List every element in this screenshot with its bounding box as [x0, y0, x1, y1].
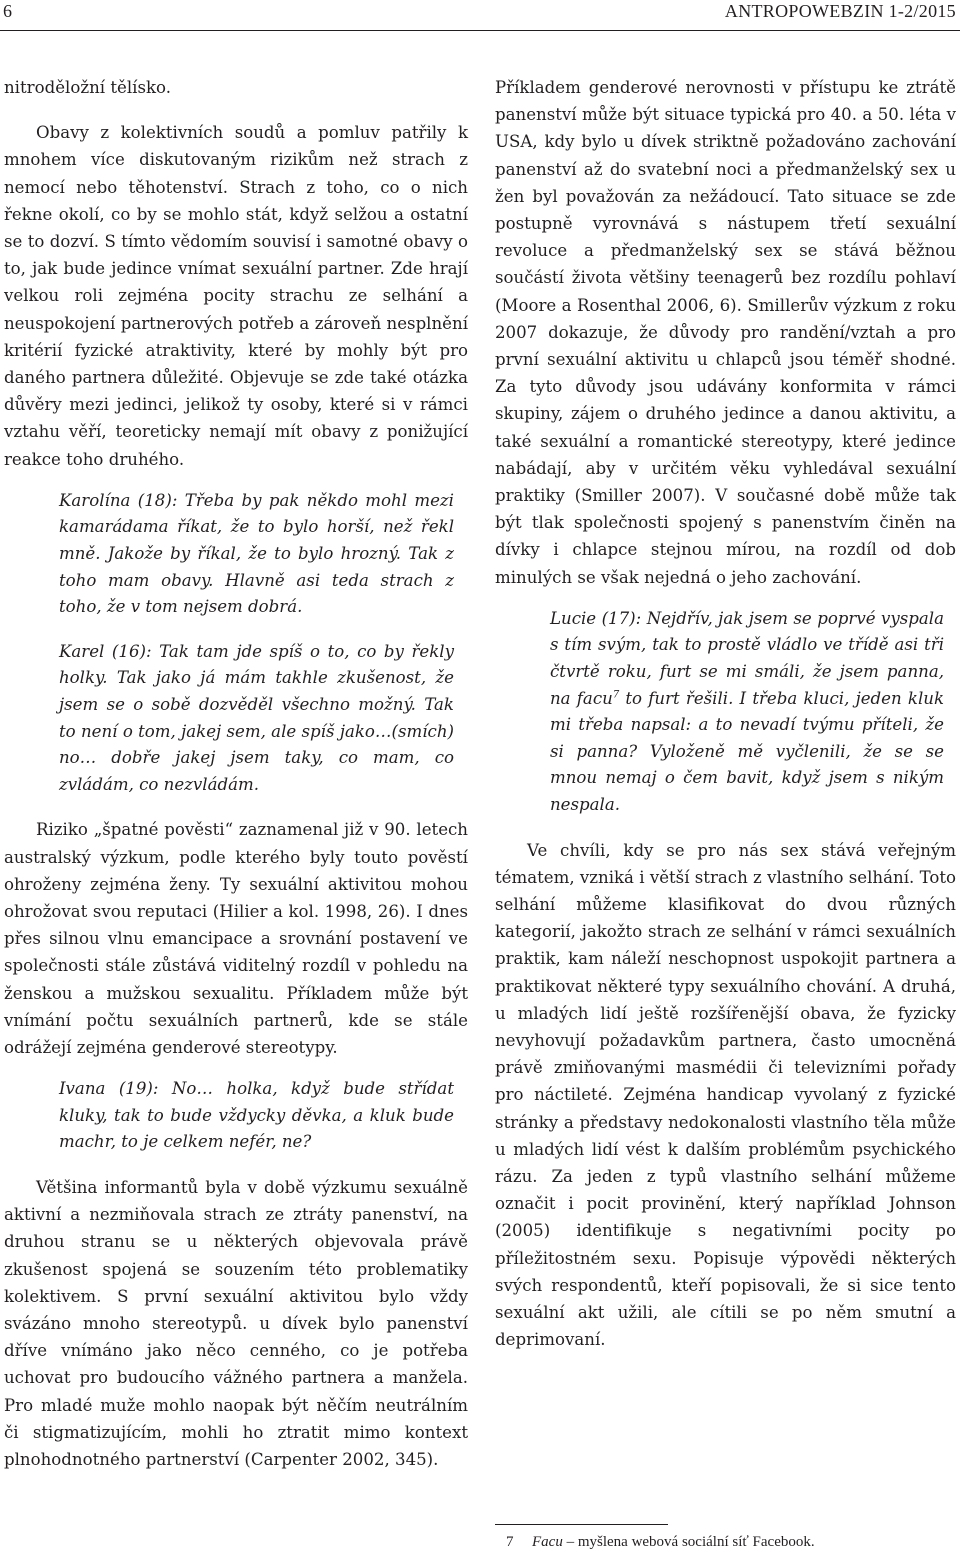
page-number: 6: [3, 1, 12, 21]
paragraph: Příkladem genderové nerovnosti v přístupu ke ztrátě panenství může být situace typická pro 40. a 50. léta v USA, kdy bylo u dívek striktně požadováno zachování panenství až do svatební noci a předmanželský sex u žen byl považován za nežádoucí. Tato situace se zde postupně vyrovnává s nástupem třetí sexuální revoluce a předmanželský sex se stává běžnou součástí života většiny teenagerů bez rozdílu pohlaví (Moore a Rosenthal 2006, 6). Smillerův výzkum z roku 2007 dokazuje, že důvody pro randění/vztah a pro první sexuální aktivitu u chlapců jsou téměř shodné. Za tyto důvody jsou udávány konformita v rámci skupiny, zájem o druhého jedince a danou aktivitu, a také sexuální a romantické stereotypy, které jedince nabádají, aby v určitém věku vyhledával sexuální praktiky (Smiller 2007). V současné době může tak být tlak společnosti spojený s panenstvím činěn na dívky i chlapce stejnou mírou, na rozdíl od dob minulých se však nejedná o jeho zachování.: [495, 78, 956, 587]
quote-speaker: Lucie (17):: [550, 608, 642, 628]
interview-quote: [495, 606, 956, 819]
paragraph: Většina informantů byla v době výzkumu sexuálně aktivní a nezmiňovala strach ze ztráty panenství, na druhou stranu se u některých objevovala právě zkušenost spojená se souzením této problematiky kolektivem. S první sexuální aktivitou bylo vždy svázáno mnoho stereotypů. u dívek bylo panenství dříve vnímáno jako něco cenného, co je potřeba uchovat pro budoucího vážného partnera a manžela. Pro mladé muže mohlo naopak být něčím neutrálním či stigmatizujícím, mohli ho ztratit mimo kontext plnohodnotného partnerství (Carpenter 2002, 345).: [4, 1177, 468, 1470]
right-column: [495, 74, 956, 1353]
left-column: [4, 74, 468, 1473]
footnote-text: – myšlena webová sociální síť Facebook.: [562, 1534, 815, 1550]
quote-speaker: Karel (16):: [59, 641, 152, 661]
paragraph: nitroděložní tělísko.: [4, 78, 171, 97]
page-header: [0, 0, 960, 31]
footnote: [506, 1532, 946, 1552]
interview-quote: [4, 1076, 468, 1156]
footnote-number: 7: [506, 1534, 514, 1550]
journal-title: ANTROPOWEBZIN 1-2/2015: [724, 1, 956, 21]
quote-text: Tak tam jde spíš o to, co by řekly holky. Tak jako já mám takhle zkušenost, že jsem se o sobě dozvěděl všechno možný. Tak to není o tom, jakej sem, ale spíš jako…(smích) no… dobře jakej jsem taky, co mam, co zvládám, co nezvládám.: [59, 641, 454, 794]
quote-text: No… holka, když bude střídat kluky, tak to bude vždycky děvka, a kluk bude machr, to je celkem nefér, ne?: [59, 1079, 454, 1152]
quote-text: to furt řešili. I třeba kluci, jeden kluk mi třeba napsal: a to nevadí tvýmu příteli, že si panna? Vyloženě mě vyčlenili, že se se mnou nemaj o čem bavit, když jsem s nikým nespala.: [550, 688, 944, 815]
interview-quote: [4, 488, 468, 621]
paragraph: Riziko „špatné pověsti“ zaznamenal již v 90. letech australský výzkum, podle kterého byly touto pověstí ohroženy zejména ženy. Ty sexuální aktivitou mohou ohrožovat svou reputaci (Hilier a kol. 1998, 26). I dnes přes silnou vlnu emancipace a srovnání postavení ve společnosti stále zůstává viditelný rozdíl v pohledu na ženskou a mužskou sexualitu. Příkladem může být vnímání počtu sexuálních partnerů, kde se stále odrážejí zejména genderové stereotypy.: [4, 820, 468, 1057]
footnote-reference[interactable]: 7: [612, 689, 620, 701]
footnote-divider: [495, 1524, 668, 1525]
quote-speaker: Ivana (19):: [59, 1079, 159, 1099]
interview-quote: [4, 639, 468, 799]
quote-text: Nejdřív, jak jsem se poprvé vyspala s tím svým, tak to prostě vládlo ve třídě asi tři čtvrtě roku, furt se mi smáli, že jsem panna, na facu: [550, 608, 944, 708]
quote-speaker: Karolína (18):: [59, 490, 178, 510]
paragraph: Obavy z kolektivních soudů a pomluv patřily k mnohem více diskutovaným rizikům než strach z nemocí nebo těhotenství. Strach z toho, co o nich řekne okolí, co by se mohlo stát, když selžou a ostatní se to dozví. S tímto vědomím souvisí i samotné obavy o to, jak bude jedince vnímat sexuální partner. Zde hrají velkou roli zejména pocity strachu ze selhání a neuspokojení partnerových potřeb a zároveň nesplnění kritérií fyzické atraktivity, které by mohly být pro daného partnera důležité. Objevuje se zde také otázka důvěry mezi jedinci, jelikož ty osoby, které si v rámci vztahu věří, teoreticky nemají mít obavy z ponižující reakce toho druhého.: [4, 123, 468, 469]
paragraph: Ve chvíli, kdy se pro nás sex stává veřejným tématem, vzniká i větší strach z vlastního selhání. Toto selhání můžeme klasifikovat do dvou různých kategorií, jakožto strach ze selhání v rámci sexuálních praktik, kam náleží neschopnost uspokojit partnera a praktikovat některé typy sexuálního chování. A druhá, u mladých lidí ještě rozšířenější obava, že fyzicky nevyhovují požadavkům partnera, často umocněná právě zmiňovanými masmédii či televizními pořady pro náctileté. Zejména handicap vyvolaný z fyzické stránky a představy nedokonalosti vlastního těla může u mladých lidí vést k dalším problémům psychického rázu. Za jeden z typů vlastního selhání můžeme označit i pocit provinění, který například Johnson (2005) identifikuje s negativními pocity po příležitostném sexu. Popisuje výpovědi některých svých respondentů, kteří popisovali, že si sice tento sexuální akt užili, ale cítili se po něm smutní a deprimovaní.: [495, 840, 956, 1350]
footnote-term: Facu: [532, 1534, 563, 1550]
quote-text: Třeba by pak někdo mohl mezi kamarádama říkat, že to bylo horší, než řekl mně. Jakože by říkal, že to bylo hrozný. Tak z toho mam obavy. Hlavně asi teda strach z toho, že v tom nejsem dobrá.: [59, 490, 454, 617]
